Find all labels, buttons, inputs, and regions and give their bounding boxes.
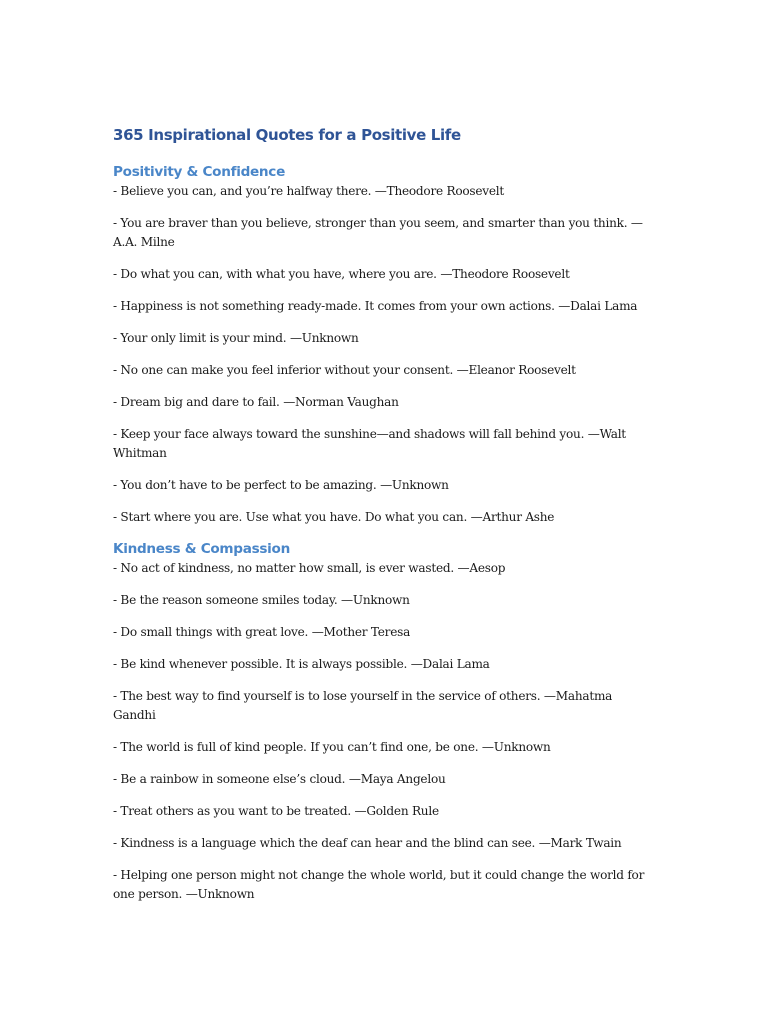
- quote-item: - Do what you can, with what you have, where you are. —Theodore Roosevelt: [113, 267, 570, 281]
- section-heading-kindness: Kindness & Compassion: [113, 541, 290, 557]
- quote-item: - Believe you can, and you’re halfway there. —Theodore Roosevelt: [113, 184, 504, 198]
- quote-item: - Be a rainbow in someone else’s cloud. —Maya Angelou: [113, 772, 446, 786]
- document-body: [113, 124, 658, 904]
- quote-item: - Helping one person might not change the whole world, but it could change the world for one person. —Unknown: [113, 868, 645, 901]
- quote-item: - Happiness is not something ready-made. It comes from your own actions. —Dalai Lama: [113, 299, 638, 313]
- quote-item: - Your only limit is your mind. —Unknown: [113, 331, 359, 345]
- section-heading-positivity: Positivity & Confidence: [113, 164, 285, 180]
- quote-item: - Keep your face always toward the sunshine—and shadows will fall behind you. —Walt Whitman: [113, 427, 626, 460]
- quote-item: - You are braver than you believe, stronger than you seem, and smarter than you think. —A.A. Milne: [113, 216, 643, 249]
- quote-item: - No act of kindness, no matter how small, is ever wasted. —Aesop: [113, 561, 506, 575]
- quote-item: - Do small things with great love. —Mother Teresa: [113, 625, 411, 639]
- quote-item: - You don’t have to be perfect to be amazing. —Unknown: [113, 478, 449, 492]
- quote-item: - The world is full of kind people. If you can’t find one, be one. —Unknown: [113, 740, 551, 754]
- quote-item: - No one can make you feel inferior without your consent. —Eleanor Roosevelt: [113, 363, 576, 377]
- quote-item: - Start where you are. Use what you have. Do what you can. —Arthur Ashe: [113, 510, 555, 524]
- quote-item: - Dream big and dare to fail. —Norman Vaughan: [113, 395, 399, 409]
- quote-item: - Be kind whenever possible. It is always possible. —Dalai Lama: [113, 657, 490, 671]
- quote-item: - Be the reason someone smiles today. —Unknown: [113, 593, 410, 607]
- quote-item: - The best way to find yourself is to lose yourself in the service of others. —Mahatma Gandhi: [113, 689, 613, 722]
- quote-item: - Kindness is a language which the deaf can hear and the blind can see. —Mark Twain: [113, 836, 622, 850]
- document-title: 365 Inspirational Quotes for a Positive Life: [113, 126, 461, 144]
- quote-item: - Treat others as you want to be treated. —Golden Rule: [113, 804, 439, 818]
